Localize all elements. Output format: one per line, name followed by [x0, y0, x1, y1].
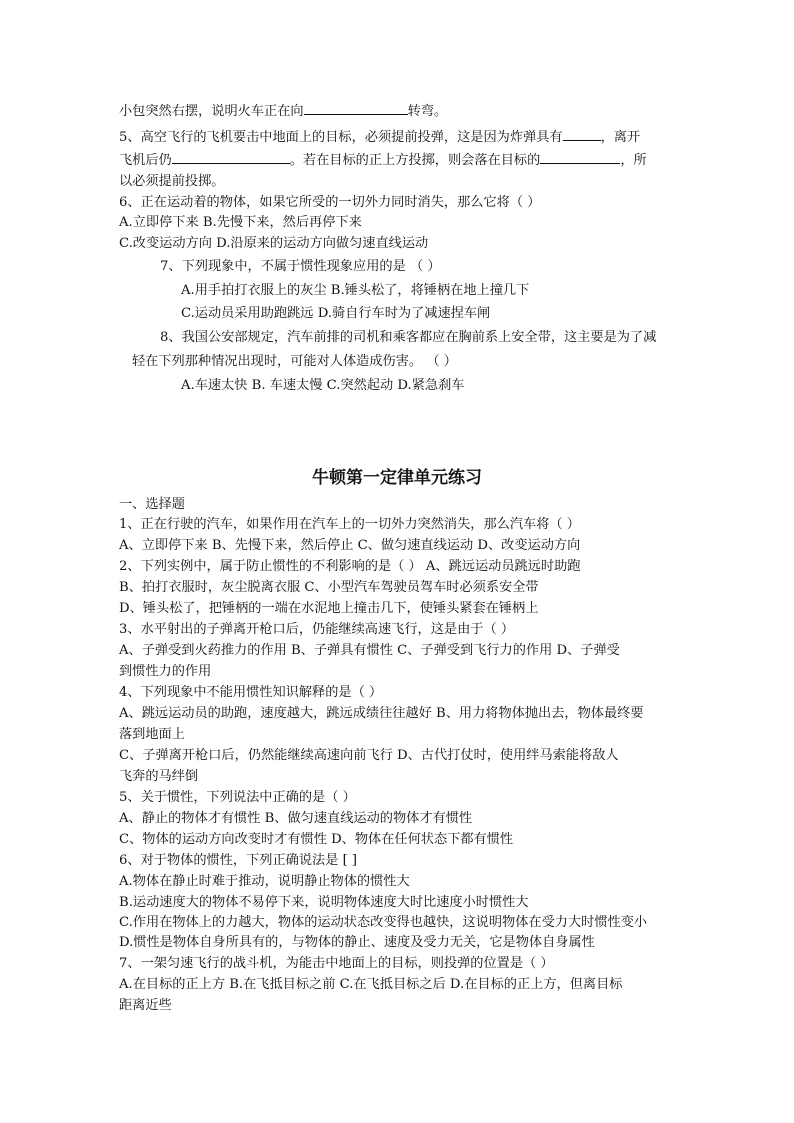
page-title: 牛顿第一定律单元练习: [312, 468, 482, 488]
option-line: D.惯性是物体自身所具有的，与物体的静止、速度及受力无关，它是物体自身属性: [119, 935, 595, 950]
question-7-lower: 7、一架匀速飞行的战斗机，为能击中地面上的目标，则投弹的位置是（ ）: [119, 956, 554, 971]
question-6: 6、正在运动着的物体，如果它所受的一切外力同时消失，那么它将（ ）: [119, 195, 541, 210]
question-1: 1、正在行驶的汽车，如果作用在汽车上的一切外力突然消失，那么汽车将（ ）: [119, 517, 580, 532]
option-line: 飞奔的马绊倒: [119, 769, 199, 784]
option-line: A.在目标的正上方 B.在飞抵目标之前 C.在飞抵目标之后 D.在目标的正上方，但离目标: [119, 977, 623, 992]
question-5-lower: 5、关于惯性，下列说法中正确的是（ ）: [119, 790, 356, 805]
answer-blank: [304, 101, 408, 115]
answer-blank: [540, 150, 620, 164]
option-line: C.改变运动方向 D.沿原来的运动方向做匀速直线运动: [119, 236, 429, 251]
option-line: A.车速太快 B. 车速太慢 C.突然起动 D.紧急刹车: [181, 378, 465, 393]
section-heading: 一、选择题: [119, 497, 185, 512]
option-line: A.立即停下来 B.先慢下来，然后再停下来: [119, 215, 362, 230]
option-line: C.运动员采用助跑跳远 D.骑自行车时为了减速捏车闸: [181, 306, 491, 321]
option-line: A、立即停下来 B、先慢下来，然后停止 C、做匀速直线运动 D、改变运动方向: [119, 538, 581, 553]
question-8: 8、我国公安部规定，汽车前排的司机和乘客都应在胸前系上安全带，这主要是为了减: [160, 330, 657, 345]
option-line: 到惯性力的作用: [119, 664, 212, 679]
question-7: 7、下列现象中，不属于惯性现象应用的是 （ ）: [160, 259, 441, 274]
question-2: 2、下列实例中，属于防止惯性的不利影响的是（ ） A、跳远运动员跳远时助跑: [119, 559, 581, 574]
option-line: A、子弹受到火药推力的作用 B、子弹具有惯性 C、子弹受到飞行力的作用 D、子弹受: [119, 643, 620, 658]
option-line: 落到地面上: [119, 727, 185, 742]
option-line: A.物体在静止时难于推动，说明静止物体的惯性大: [119, 874, 410, 889]
option-line: A、静止的物体才有惯性 B、做匀速直线运动的物体才有惯性: [119, 811, 473, 826]
option-line: C、子弹离开枪口后，仍然能继续高速向前飞行 D、古代打仗时，使用绊马索能将敌人: [119, 748, 619, 763]
option-line: C、物体的运动方向改变时才有惯性 D、物体在任何状态下都有惯性: [119, 832, 514, 847]
option-line: B、拍打衣服时，灰尘脱离衣服 C、小型汽车驾驶员驾车时必须系安全带: [119, 580, 539, 595]
option-line: A、跳远运动员的助跑，速度越大，跳远成绩往往越好 B、用力将物体抛出去，物体最终要: [119, 706, 644, 721]
text-line: 以必须提前投掷。: [119, 174, 225, 189]
question-4: 4、下列现象中不能用惯性知识解释的是（ ）: [119, 685, 383, 700]
option-line: D、锤头松了，把锤柄的一端在水泥地上撞击几下，使锤头紧套在锤柄上: [119, 601, 539, 616]
text-line: 飞机后仍 。若在目标的正上方投掷，则会落在目标的 ，所: [119, 150, 647, 170]
question-6-lower: 6、对于物体的惯性，下列正确说法是 [ ]: [119, 853, 358, 868]
question-5: 5、高空飞行的飞机要击中地面上的目标，必须提前投弹，这是因为炸弹具有 ，离开: [119, 127, 640, 147]
text-line: 小包突然右摆，说明火车正在向 转弯。: [119, 101, 447, 121]
answer-blank: [172, 150, 290, 164]
option-line: 距离近些: [119, 998, 172, 1013]
text-line: 轻在下列那种情况出现时，可能对人体造成伤害。 （ ）: [132, 354, 457, 369]
option-line: C.作用在物体上的力越大，物体的运动状态改变得也越快，这说明物体在受力大时惯性变小: [119, 915, 648, 930]
option-line: A.用手拍打衣服上的灰尘 B.锤头松了，将锤柄在地上撞几下: [181, 283, 530, 298]
question-3: 3、水平射出的子弹离开枪口后，仍能继续高速飞行，这是由于（ ）: [119, 622, 515, 637]
option-line: B.运动速度大的物体不易停下来，说明物体速度大时比速度小时惯性大: [119, 895, 529, 910]
answer-blank: [563, 127, 601, 141]
